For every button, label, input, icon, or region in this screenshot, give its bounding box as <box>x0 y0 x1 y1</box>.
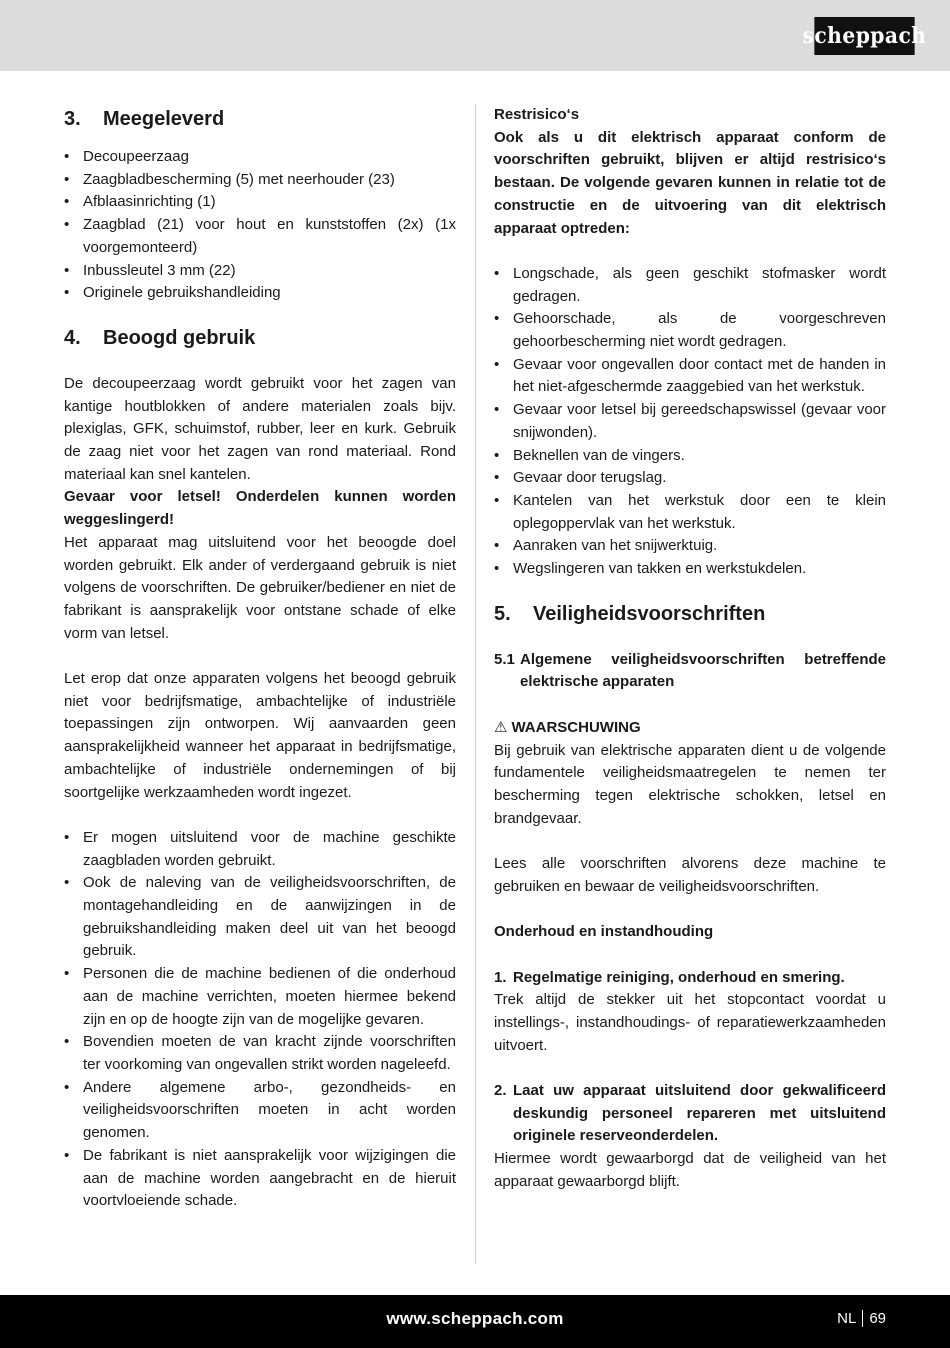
item-number: 2. <box>494 1082 507 1100</box>
residual-risks-title: Restrisico‘s <box>494 106 580 123</box>
list-item: • Decoupeerzaag <box>64 146 456 169</box>
subsection-5-1-heading <box>494 649 886 694</box>
column-divider <box>475 104 476 1264</box>
usage-list <box>64 827 456 1213</box>
footer-bar <box>0 1295 950 1348</box>
paragraph: Hiermee wordt gewaarborgd dat de veiligheid van het apparaat gewaarborgd blijft. <box>494 1150 886 1190</box>
paragraph: Het apparaat mag uitsluitend voor het beoogde doel worden gebruikt. Elk ander of verdergaand gebruik is niet volgens de voorschriften. De gebruiker/bediener en niet de fabrikant is aansprakelijk voor ontstane schade of elke vorm van letsel. <box>64 533 456 642</box>
page-indicator <box>837 1310 886 1327</box>
list-item: • Zaagbladbescherming (5) met neerhouder (23) <box>64 169 456 192</box>
maintenance-item-2-heading <box>494 1080 886 1148</box>
injury-warning: Gevaar voor letsel! Onderdelen kunnen worden weggeslingerd! <box>64 488 456 529</box>
list-item: • Andere algemene arbo-, gezondheids- en veiligheidsvoorschriften moeten in acht worden genomen. <box>64 1077 456 1145</box>
section-number: 4. <box>64 326 81 349</box>
list-item: • Afblaasinrichting (1) <box>64 191 456 214</box>
item-number: 1. <box>494 968 507 986</box>
list-item: • Gehoorschade, als de voorgeschreven gehoorbescherming niet wordt gedragen. <box>494 308 886 353</box>
section-title: Veiligheidsvoorschriften <box>533 602 766 625</box>
item-title: Laat uw apparaat uitsluitend door gekwalificeerd deskundig personeel repareren met uitsluitend originele reserveonderdelen. <box>513 1082 886 1145</box>
page-separator <box>862 1310 863 1327</box>
section-title: Meegeleverd <box>103 108 225 130</box>
language-code: NL <box>837 1310 857 1327</box>
section-number: 3. <box>64 108 81 130</box>
list-item: • Er mogen uitsluitend voor de machine geschikte zaagbladen worden gebruikt. <box>64 827 456 872</box>
list-item: • Zaagblad (21) voor hout en kunststoffen (2x) (1x voorgemonteerd) <box>64 214 456 259</box>
list-item: • Gevaar voor letsel bij gereedschapswissel (gevaar voor snijwonden). <box>494 399 886 444</box>
list-item: • Ook de naleving van de veiligheidsvoorschriften, de montagehandleiding en de aanwijzingen in de gebruikshandleiding maken deel uit van het beoogd gebruik. <box>64 872 456 963</box>
maintenance-item-1-heading <box>494 967 886 990</box>
list-item: • Personen die de machine bedienen of die onderhoud aan de machine verrichten, moeten hiermee bekend zijn en op de hoogte zijn van de mogelijke gevaren. <box>64 963 456 1031</box>
risks-list <box>494 263 886 581</box>
list-item: • Inbussleutel 3 mm (22) <box>64 260 456 283</box>
page-number: 69 <box>869 1310 886 1327</box>
scheppach-logo: scheppach <box>814 17 914 55</box>
warning-heading <box>494 717 886 740</box>
section-5-heading <box>494 599 886 629</box>
warning-label: WAARSCHUWING <box>511 718 641 736</box>
paragraph: Let erop dat onze apparaten volgens het beoogd gebruik niet voor bedrijfsmatige, ambachtelijke of industriële toepassingen zijn ontworpen. Wij aanvaarden geen aansprakelijkheid wanneer het apparaat in bedrijfsmatige, ambachtelijke of industriële ondernemingen of bij soortgelijke werkzaamheden wordt ingezet. <box>64 670 456 801</box>
section-number: 5. <box>494 602 511 625</box>
header-bar <box>0 0 950 71</box>
maintenance-title: Onderhoud en instandhouding <box>494 923 714 941</box>
item-title: Regelmatige reiniging, onderhoud en smering. <box>513 968 845 986</box>
website-url: www.scheppach.com <box>386 1309 564 1328</box>
list-item: • Longschade, als geen geschikt stofmasker wordt gedragen. <box>494 263 886 308</box>
subsection-number: 5.1 <box>494 650 515 668</box>
list-item: • Beknellen van de vingers. <box>494 445 886 468</box>
paragraph: Trek altijd de stekker uit het stopcontact voordat u instellings-, instandhoudings- of reparatiewerkzaamheden uitvoert. <box>494 991 886 1054</box>
list-item: • Originele gebruikshandleiding <box>64 282 456 305</box>
list-item: • Wegslingeren van takken en werkstukdelen. <box>494 558 886 581</box>
paragraph: Bij gebruik van elektrische apparaten dient u de volgende fundamentele veiligheidsmaatregelen te nemen ter bescherming tegen elektrische schokken, letsel en brandgevaar. <box>494 741 886 827</box>
subsection-title: Algemene veiligheidsvoorschriften betreffende elektrische apparaten <box>520 650 886 691</box>
left-column <box>64 104 456 1213</box>
warning-triangle-icon: ⚠ <box>494 718 508 736</box>
paragraph: De decoupeerzaag wordt gebruikt voor het zagen van kantige houtblokken of andere materialen zoals bijv. plexiglas, GFK, schuimstof, rubber, leer en kurk. Gebruik de zaag niet voor het zagen van rond materiaal. Rond materiaal kan snel kantelen. <box>64 374 456 483</box>
list-item: • Aanraken van het snijwerktuig. <box>494 535 886 558</box>
list-item: • De fabrikant is niet aansprakelijk voor wijzigingen die aan de machine worden aangebracht en de hieruit voortvloeiende schade. <box>64 1145 456 1213</box>
list-item: • Gevaar door terugslag. <box>494 467 886 490</box>
delivery-list <box>64 146 456 305</box>
paragraph: Lees alle voorschriften alvorens deze machine te gebruiken en bewaar de veiligheidsvoorschriften. <box>494 855 886 895</box>
section-title: Beoogd gebruik <box>103 326 256 349</box>
list-item: • Gevaar voor ongevallen door contact met de handen in het niet-afgeschermde zaaggebied van het werkstuk. <box>494 354 886 399</box>
list-item: • Kantelen van het werkstuk door een te klein oplegoppervlak van het werkstuk. <box>494 490 886 535</box>
section-4-heading <box>64 323 456 353</box>
list-item: • Bovendien moeten de van kracht zijnde voorschriften ter voorkoming van ongevallen strikt worden nageleefd. <box>64 1031 456 1076</box>
right-column <box>494 104 886 1194</box>
section-3-heading <box>64 104 456 134</box>
residual-risks-intro: Ook als u dit elektrisch apparaat conform de voorschriften gebruikt, blijven er altijd restrisico‘s bestaan. De volgende gevaren kunnen in relatie tot de constructie en de uitvoering van dit elektrisch apparaat optreden: <box>494 128 886 237</box>
